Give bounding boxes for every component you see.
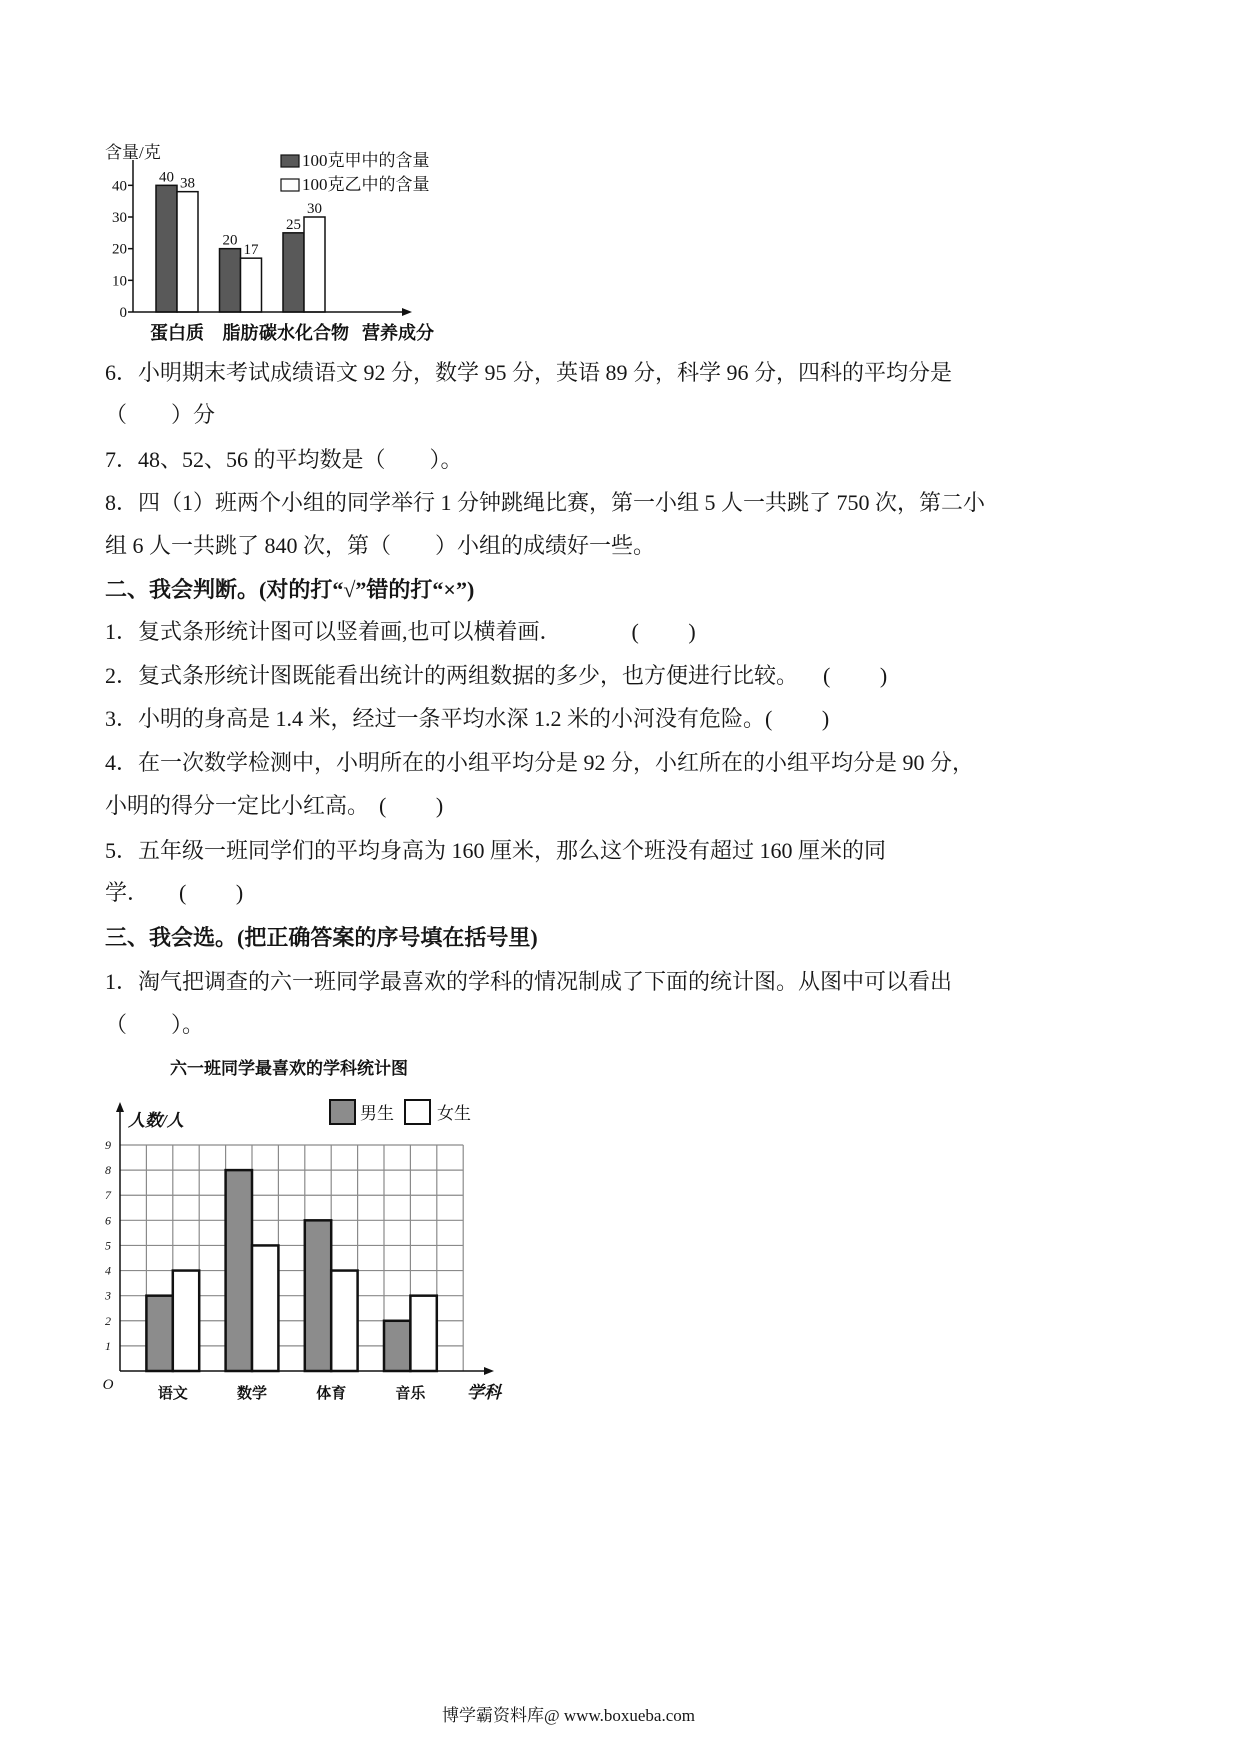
- answer-blank: ( ): [179, 880, 244, 905]
- legend-swatch-yi: [281, 179, 299, 191]
- boys-bar-music: [384, 1321, 410, 1371]
- legend-label-jia: 100克甲中的含量: [302, 151, 430, 170]
- q6-line1: 6．小明期末考试成绩语文 92 分，数学 95 分，英语 89 分，科学 96 分，四科的平均分是: [105, 360, 953, 385]
- boys-bar-chinese: [146, 1296, 172, 1371]
- judge-q5-line1: 5．五年级一班同学们的平均身高为 160 厘米，那么这个班没有超过 160 厘米的同: [105, 838, 887, 863]
- x-axis-title: 营养成分: [362, 323, 434, 343]
- data-label: 17: [243, 242, 259, 259]
- choice-q1-line1: 1．淘气把调查的六一班同学最喜欢的学科的情况制成了下面的统计图。从图中可以看出: [105, 969, 953, 994]
- category-label: 音乐: [395, 1386, 426, 1402]
- category-label: 语文: [157, 1386, 188, 1402]
- origin-label: O: [102, 1377, 114, 1393]
- judge-q3-text: 3．小明的身高是 1.4 米，经过一条平均水深 1.2 米的小河没有危险。: [105, 706, 766, 731]
- category-label: 碳水化合物: [259, 323, 349, 343]
- y-tick-label: 5: [105, 1238, 111, 1253]
- legend: [281, 151, 430, 194]
- legend: [330, 1100, 471, 1124]
- q6-line2: （ ）分: [105, 402, 216, 427]
- judge-q5-text: 学．: [105, 880, 150, 905]
- girls-bar-music: [410, 1296, 436, 1371]
- y-tick-label: 9: [105, 1138, 111, 1152]
- answer-blank: ( ): [823, 663, 888, 688]
- y-tick-label: 4: [105, 1263, 111, 1278]
- y-axis-title: 人数/人: [128, 1111, 184, 1130]
- footer-source: 博学霸资料库@ www.boxueba.com: [442, 1706, 695, 1725]
- judge-q2: [105, 663, 887, 689]
- boys-bar-math: [226, 1170, 252, 1371]
- category-label: 体育: [316, 1386, 347, 1402]
- judge-q1-text: 1．复式条形统计图可以竖着画,也可以横着画．: [105, 619, 562, 644]
- yi-bar-fat: [241, 258, 262, 312]
- judge-q4-line1: 4．在一次数学检测中，小明所在的小组平均分是 92 分，小红所在的小组平均分是 90 分，: [105, 750, 975, 775]
- data-label: 30: [307, 201, 322, 217]
- y-tick-label: 8: [105, 1163, 111, 1178]
- girls-bar-pe: [331, 1271, 357, 1371]
- y-tick-label: 3: [105, 1288, 111, 1303]
- yi-bar-carbohydrate: [304, 217, 325, 312]
- judge-q1: [105, 619, 696, 645]
- answer-blank: ( ): [765, 706, 830, 731]
- favorite-subject-bar-chart: [95, 1045, 515, 1410]
- legend-swatch-boys: [330, 1100, 355, 1124]
- q7-line1: 7．48、52、56 的平均数是（ ）。: [105, 447, 463, 472]
- yi-bar-protein: [177, 192, 198, 312]
- y-tick-label: 10: [112, 273, 127, 290]
- judge-q4-text: 小明的得分一定比小红高。: [105, 793, 370, 818]
- answer-blank: ( ): [379, 793, 444, 818]
- jia-bar-fat: [220, 249, 241, 312]
- y-tick-label: 0: [119, 305, 127, 321]
- answer-blank: ( ): [631, 619, 696, 644]
- plot-area: [104, 1102, 494, 1402]
- x-axis-arrow: [402, 308, 412, 316]
- girls-bar-math: [252, 1245, 278, 1371]
- judge-q5-line2: [105, 880, 243, 906]
- q8-line1: 8．四（1）班两个小组的同学举行 1 分钟跳绳比赛，第一小组 5 人一共跳了 750 次，第二小: [105, 490, 986, 515]
- legend-label-girls: 女生: [437, 1104, 471, 1123]
- y-axis-arrow: [116, 1102, 124, 1112]
- data-label: 38: [180, 175, 195, 192]
- y-tick-label: 20: [112, 241, 127, 258]
- legend-swatch-jia: [281, 155, 299, 167]
- data-label: 25: [286, 216, 301, 233]
- choice-q1-line2: （ ）。: [105, 1012, 205, 1037]
- nutrition-bar-chart: [95, 135, 465, 350]
- y-tick-label: 30: [112, 210, 127, 226]
- chart-title: 六一班同学最喜欢的学科统计图: [170, 1059, 408, 1078]
- y-tick-label: 1: [105, 1338, 111, 1353]
- judge-q4-line2: [105, 793, 443, 819]
- x-axis-title: 学科: [467, 1383, 501, 1402]
- legend-swatch-girls: [405, 1100, 430, 1124]
- jia-bar-carbohydrate: [283, 233, 304, 312]
- y-tick-label: 6: [105, 1213, 111, 1228]
- y-tick-label: 7: [105, 1188, 111, 1203]
- section2-heading: 二、我会判断。(对的打“√”错的打“×”): [105, 577, 475, 602]
- judge-q3: [105, 706, 829, 732]
- legend-label-yi: 100克乙中的含量: [302, 175, 430, 194]
- category-label: 蛋白质: [150, 323, 204, 343]
- boys-bar-pe: [305, 1220, 331, 1371]
- category-label: 脂肪: [222, 323, 259, 343]
- girls-bar-chinese: [173, 1271, 199, 1371]
- category-label: 数学: [236, 1386, 268, 1402]
- y-axis-title: 含量/克: [105, 143, 161, 162]
- judge-q2-text: 2．复式条形统计图既能看出统计的两组数据的多少，也方便进行比较。: [105, 663, 799, 688]
- y-tick-label: 40: [112, 178, 127, 195]
- jia-bar-protein: [156, 185, 177, 312]
- section3-heading: 三、我会选。(把正确答案的序号填在括号里): [105, 925, 538, 950]
- y-tick-label: 2: [105, 1313, 111, 1328]
- data-label: 20: [222, 232, 238, 249]
- x-axis-arrow: [484, 1367, 494, 1375]
- legend-label-boys: 男生: [360, 1104, 394, 1123]
- q8-line2: 组 6 人一共跳了 840 次，第（ ）小组的成绩好一些。: [105, 533, 656, 558]
- data-label: 40: [159, 169, 174, 186]
